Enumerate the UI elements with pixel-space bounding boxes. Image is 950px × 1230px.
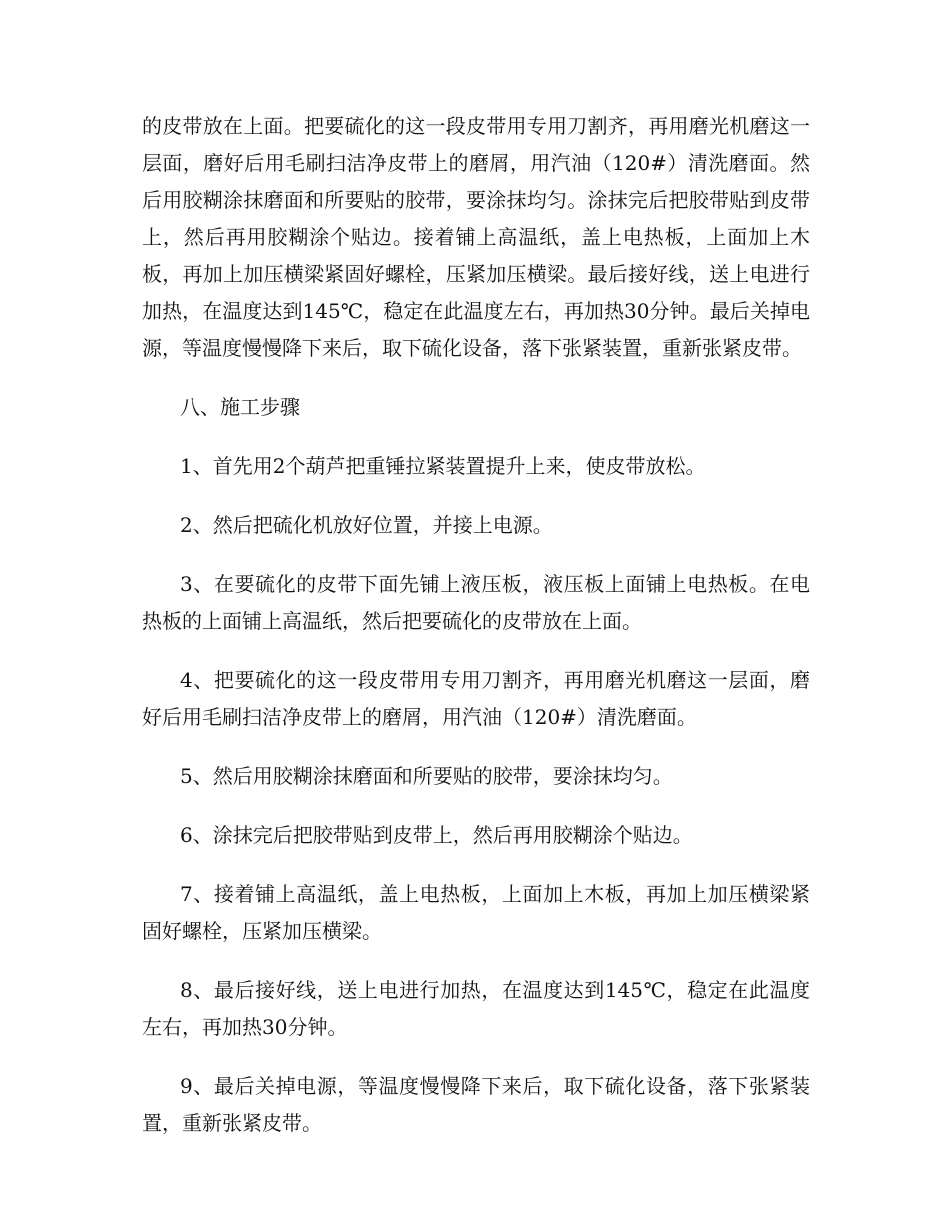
step-item-8: 8、最后接好线，送上电进行加热，在温度达到145℃，稳定在此温度左右，再加热30分钟。 <box>142 978 810 1039</box>
document-body <box>142 108 810 1164</box>
intro-paragraph: 的皮带放在上面。把要硫化的这一段皮带用专用刀割齐，再用磨光机磨这一层面，磨好后用毛刷扫洁净皮带上的磨屑，用汽油（120#）清洗磨面。然后用胶糊涂抹磨面和所要贴的胶带，要涂抹均匀。涂抹完后把胶带贴到皮带上，然后再用胶糊涂个贴边。接着铺上高温纸，盖上电热板，上面加上木板，再加上加压横梁紧固好螺栓，压紧加压横梁。最后接好线，送上电进行加热，在温度达到145℃，稳定在此温度左右，再加热30分钟。最后关掉电源，等温度慢慢降下来后，取下硫化设备，落下张紧装置，重新张紧皮带。 <box>142 114 810 360</box>
step-item-6: 6、涂抹完后把胶带贴到皮带上，然后再用胶糊涂个贴边。 <box>180 823 693 847</box>
step-item-5: 5、然后用胶糊涂抹磨面和所要贴的胶带，要涂抹均匀。 <box>180 764 673 788</box>
step-item-4: 4、把要硫化的这一段皮带用专用刀割齐，再用磨光机磨这一层面，磨好后用毛刷扫洁净皮带上的磨屑，用汽油（120#）清洗磨面。 <box>142 668 810 729</box>
step-item-1: 1、首先用2个葫芦把重锤拉紧装置提升上来，使皮带放松。 <box>180 454 706 478</box>
section-heading: 八、施工步骤 <box>180 395 300 419</box>
step-item-7: 7、接着铺上高温纸，盖上电热板，上面加上木板，再加上加压横梁紧固好螺栓，压紧加压横梁。 <box>142 882 810 943</box>
step-item-9: 9、最后关掉电源，等温度慢慢降下来后，取下硫化设备，落下张紧装置，重新张紧皮带。 <box>142 1074 810 1135</box>
step-item-2: 2、然后把硫化机放好位置，并接上电源。 <box>180 513 553 537</box>
step-item-3: 3、在要硫化的皮带下面先铺上液压板，液压板上面铺上电热板。在电热板的上面铺上高温纸，然后把要硫化的皮带放在上面。 <box>142 572 810 633</box>
